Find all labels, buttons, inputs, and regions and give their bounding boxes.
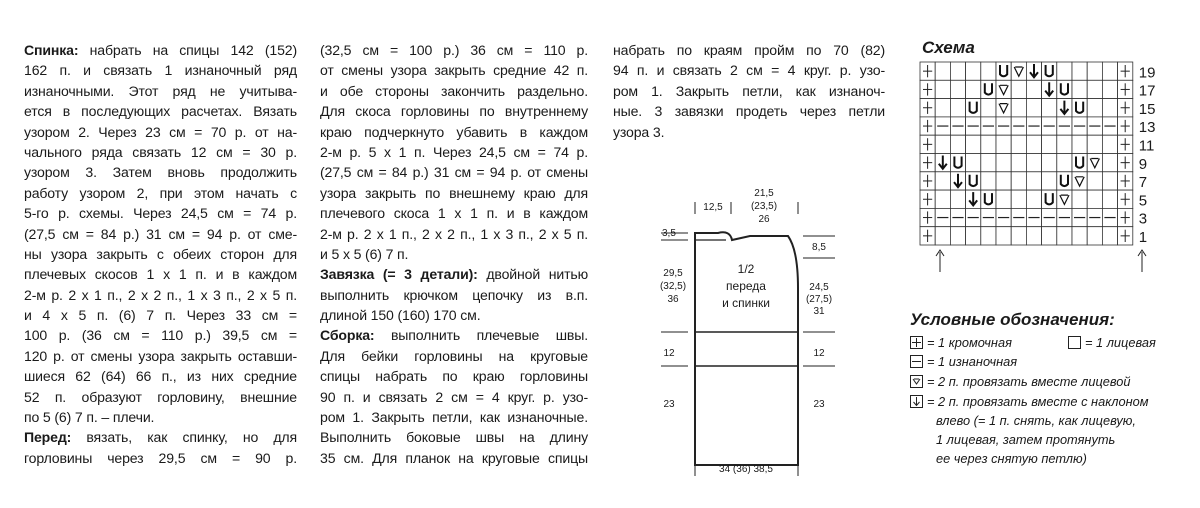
text-line [24,387,297,407]
knit-stitch-icon [996,190,1011,208]
knit-stitch-icon [935,135,950,153]
text-line [613,81,885,101]
text-content: ром 1. Закрыть петли, как изнаноч- [613,82,885,99]
text-line [320,427,588,447]
knit-stitch-icon [1087,135,1102,153]
knit-stitch-icon [1087,99,1102,117]
purl-stitch-icon [1011,117,1026,135]
text-line [320,325,588,345]
knit-stitch-icon [950,135,965,153]
bottom-left-label: 23 [663,399,675,410]
knit-stitch-icon [966,62,981,80]
legend-ssk-text-4: ее через снятую петлю) [936,451,1087,466]
text-content: 100 р. (36 см = 110 р.) 39,5 см = [24,327,297,344]
text-content: (27,5 см = 84 р.) 31 см = 94 р. от смены [320,164,588,181]
edge-stitch-icon [1118,117,1133,135]
text-line [320,448,588,468]
text-line [24,60,297,80]
knit-stitch-icon [966,227,981,245]
text-content: 52 п. образуют горловину, внешние [24,388,297,405]
text-line [320,162,588,182]
text-content: и обе стороны закончить раздельно. [320,82,588,99]
text-line [613,101,885,121]
neck-depth-label: 3,5 [662,228,676,239]
text-line [24,81,297,101]
yarn-over-icon [981,190,996,208]
knit-stitch-icon [1011,80,1026,98]
knit-stitch-icon [966,154,981,172]
edge-stitch-icon [920,208,935,226]
text-line [320,264,588,284]
text-content: набрать на спицы 142 (152) [78,42,297,58]
text-content: изнаночными. Этот ряд не учитыва- [24,82,297,99]
knit-stitch-icon [950,227,965,245]
knit-stitch-icon [1057,154,1072,172]
knit-stitch-icon [1072,190,1087,208]
legend-edge-text: = 1 кромочная [927,335,1012,350]
text-line [320,203,588,223]
purl-stitch-icon [1057,208,1072,226]
chart-row-number: 1 [1138,229,1148,246]
chart-row-number: 17 [1138,82,1156,100]
ssk-icon [966,190,981,208]
knit-stitch-icon [1026,190,1041,208]
knit-stitch-icon [966,135,981,153]
knit-stitch-icon [1072,62,1087,80]
neck-width-3: 26 [758,214,770,225]
k2tog-icon [1087,154,1102,172]
text-line [24,346,297,366]
text-line [320,285,588,305]
purl-stitch-icon [1072,208,1087,226]
legend-k2tog [910,373,1131,391]
knit-stitch-icon [1072,227,1087,245]
text-content: 94 п. и связать 2 см = 4 круг. р. узо- [613,62,885,79]
knit-stitch-icon [1102,135,1117,153]
text-content: длиной 150 (160) 170 см. [320,307,481,324]
purl-stitch-icon [1102,208,1117,226]
knit-stitch-icon [1068,336,1081,349]
knit-stitch-icon [1011,99,1026,117]
text-content: 2-м р. 2 х 1 п., 2 х 2 п., 1 х 3 п., 2 х 5 п. [24,286,297,303]
text-line [320,407,588,427]
armhole-left-1: 29,5 [663,268,683,279]
purl-stitch-icon [950,117,965,135]
text-content: Для скоса горловины по внутреннему [320,103,588,120]
text-line [613,122,885,142]
text-line [320,244,588,264]
knit-stitch-icon [981,99,996,117]
purl-stitch-icon [1026,208,1041,226]
edge-stitch-icon [1118,227,1133,245]
purl-stitch-icon [996,117,1011,135]
knit-stitch-icon [981,172,996,190]
text-content: от смены узора закрыть средние 42 п. [320,62,588,79]
armhole-right-1: 24,5 [809,282,829,293]
knit-stitch-icon [1102,62,1117,80]
knit-stitch-icon [996,135,1011,153]
yarn-over-icon [1072,99,1087,117]
mid-right-label: 12 [813,348,825,359]
instructions-column-1 [24,40,297,468]
chart-title: Схема [922,38,975,57]
yarn-over-icon [1057,172,1072,190]
text-line [24,142,297,162]
text-content: краю подчеркнуто убавить в каждом [320,123,588,140]
k2tog-icon [1011,62,1026,80]
knit-stitch-icon [1011,227,1026,245]
purl-stitch-icon [935,208,950,226]
knit-stitch-icon [1011,154,1026,172]
text-content: спицы набрать по краю горловины [320,368,588,385]
knit-stitch-icon [1026,135,1041,153]
text-line [320,60,588,80]
yarn-over-icon [996,62,1011,80]
knit-stitch-icon [1102,227,1117,245]
legend-ssk [910,393,1149,411]
edge-stitch-icon [1118,154,1133,172]
yarn-over-icon [966,172,981,190]
knit-stitch-icon [996,227,1011,245]
purl-stitch-icon [910,355,923,368]
knit-stitch-icon [1057,135,1072,153]
text-line [320,40,588,60]
edge-stitch-icon [920,190,935,208]
text-content: ется в последующих расчетах. Вязать [24,103,297,120]
piece-label-3: и спинки [722,296,770,310]
chart-row-number: 15 [1138,100,1156,118]
knit-stitch-icon [1102,154,1117,172]
section-heading: Сборка: [320,327,375,344]
text-content: плечевого скоса 1 х 1 п. и в каждом [320,205,588,222]
knit-stitch-icon [1087,80,1102,98]
edge-stitch-icon [1118,99,1133,117]
text-content: ные. 3 завязки продеть через петли [613,103,885,120]
knit-stitch-icon [1042,135,1057,153]
text-content: 90 п. и связать 2 см = 4 круг. р. узо- [320,388,588,405]
knit-stitch-icon [950,190,965,208]
chart-row-number: 5 [1138,192,1148,210]
ssk-icon [1057,99,1072,117]
knit-stitch-icon [981,135,996,153]
armhole-right-3: 31 [813,306,825,317]
knit-stitch-icon [981,154,996,172]
edge-stitch-icon [920,135,935,153]
text-line [24,40,297,60]
knit-stitch-icon [966,80,981,98]
text-content: (27,5 см = 84 р.) 31 см = 94 р. от сме- [24,225,297,242]
knit-stitch-icon [1026,154,1041,172]
knit-stitch-icon [950,62,965,80]
text-line [24,448,297,468]
knit-stitch-icon [935,80,950,98]
ssk-icon [1042,80,1057,98]
text-line [24,101,297,121]
ssk-icon [950,172,965,190]
text-content: и 4 х 5 п. (6) 7 п. Через 33 см = [24,307,297,324]
text-line [320,81,588,101]
knit-stitch-icon [1072,80,1087,98]
knit-stitch-icon [935,172,950,190]
text-line [24,325,297,345]
knit-stitch-icon [1102,172,1117,190]
text-content: работу узором 2, при этом начать с [24,184,297,201]
text-content: ром 1. Закрыть петли, как изнаночные. [320,409,588,426]
purl-stitch-icon [1057,117,1072,135]
section-heading: Спинка: [24,42,79,58]
knit-stitch-icon [1102,99,1117,117]
knit-stitch-icon [1057,62,1072,80]
text-line [320,387,588,407]
knit-stitch-icon [1042,227,1057,245]
text-line [320,142,588,162]
purl-stitch-icon [966,117,981,135]
purl-stitch-icon [935,117,950,135]
text-content: шиеся 62 (64) 66 п., из них средние [24,368,297,385]
text-content: двойной нитью [477,266,588,283]
k2tog-icon [1057,190,1072,208]
text-line [24,244,297,264]
neck-width-1: 21,5 [754,188,774,199]
knit-stitch-icon [1072,135,1087,153]
knit-stitch-icon [1087,227,1102,245]
k2tog-icon [996,80,1011,98]
chart-row-number: 7 [1138,174,1148,192]
legend-purl-text: = 1 изнаночная [927,354,1018,369]
text-line [24,183,297,203]
knit-stitch-icon [950,80,965,98]
legend-purl [910,353,1017,371]
text-line [320,305,588,325]
text-line [320,366,588,386]
knit-stitch-icon [1026,80,1041,98]
k2tog-icon [1072,172,1087,190]
text-line [24,264,297,284]
edge-stitch-icon [1118,62,1133,80]
text-line [24,427,297,447]
legend-edge [910,334,1012,352]
legend-ssk-text-1: = 2 п. провязать вместе с наклоном [927,394,1149,409]
instructions-column-2 [320,40,588,468]
text-content: горловины через 29,5 см = 90 р. [24,449,297,466]
chart-row-number: 19 [1138,64,1156,82]
top-width-label: 12,5 [703,202,723,213]
knit-stitch-icon [935,99,950,117]
text-line [320,122,588,142]
text-line [24,122,297,142]
knit-stitch-icon [1026,227,1041,245]
knit-stitch-icon [1011,172,1026,190]
purl-stitch-icon [1042,208,1057,226]
edge-stitch-icon [920,62,935,80]
knit-stitch-icon [935,190,950,208]
yarn-over-icon [1042,62,1057,80]
text-content: ны узора закрыть с обеих сторон для [24,245,297,262]
text-content: (32,5 см = 100 р.) 36 см = 110 р. [320,42,588,58]
piece-label-1: 1/2 [737,262,755,276]
text-content: 2-м р. 5 х 1 п. Через 24,5 см = 74 р. [320,143,588,160]
text-content: вязать, как спинку, но для [71,429,297,446]
purl-stitch-icon [950,208,965,226]
yarn-over-icon [966,99,981,117]
yarn-over-icon [950,154,965,172]
knit-stitch-icon [1026,99,1041,117]
legend-k2tog-text: = 2 п. провязать вместе лицевой [927,374,1131,389]
legend-knit-text: = 1 лицевая [1085,335,1156,350]
text-content: выполнить крючком цепочку из в.п. [320,286,588,303]
shoulder-drop-label: 8,5 [812,242,826,253]
purl-stitch-icon [981,117,996,135]
purl-stitch-icon [1087,208,1102,226]
purl-stitch-icon [981,208,996,226]
yarn-over-icon [981,80,996,98]
edge-stitch-icon [920,99,935,117]
knit-stitch-icon [935,62,950,80]
instructions-column-3 [613,40,885,142]
edge-stitch-icon [1118,172,1133,190]
text-content: узора 3. [613,123,665,140]
purl-stitch-icon [1087,117,1102,135]
bottom-width-label: 34 (36) 38,5 [719,464,773,475]
text-line [24,407,297,427]
text-content: узором 3. Затем вновь продолжить [24,164,297,181]
text-content: Для бейки горловины на круговые [320,347,588,364]
knit-stitch-icon [1042,154,1057,172]
mid-left-label: 12 [663,348,675,359]
knit-stitch-icon [1087,172,1102,190]
text-line [24,203,297,223]
section-heading: Перед: [24,429,72,446]
purl-stitch-icon [1072,117,1087,135]
chart-row-number: 13 [1138,119,1156,137]
text-line [24,224,297,244]
edge-stitch-icon [920,154,935,172]
knit-stitch-icon [996,154,1011,172]
text-content: набрать по краям пройм по 70 (82) [613,42,885,58]
section-heading: Завязка (= 3 детали): [320,266,478,283]
edge-stitch-icon [1118,190,1133,208]
armhole-left-2: (32,5) [659,281,687,292]
garment-schematic [640,180,850,480]
neck-width-2: (23,5) [750,201,778,212]
text-line [24,305,297,325]
edge-stitch-icon [920,80,935,98]
knit-stitch-icon [1102,190,1117,208]
knit-stitch-icon [1057,227,1072,245]
legend-ssk-text-3: 1 лицевая, затем протянуть [936,432,1116,447]
k2tog-icon [996,99,1011,117]
yarn-over-icon [1072,154,1087,172]
ssk-icon [910,395,923,408]
knit-stitch-icon [1011,190,1026,208]
text-content: 120 р. от смены узора закрыть оставши- [24,347,297,364]
text-content: плечевых скосов 1 х 1 п. и в каждом [24,266,297,283]
ssk-icon [1026,62,1041,80]
legend-ssk-text-2: влево (= 1 п. снять, как лицевую, [936,413,1136,428]
text-content: 2-м р. 2 х 1 п., 2 х 2 п., 1 х 3 п., 2 х 5 п. [320,225,588,242]
text-line [613,40,885,60]
knit-stitch-icon [1011,135,1026,153]
text-line [320,346,588,366]
purl-stitch-icon [1011,208,1026,226]
knit-stitch-icon [1026,172,1041,190]
text-content: узора закрыть по внешнему краю для [320,184,588,201]
chart-row-number: 11 [1138,137,1155,155]
edge-stitch-icon [920,172,935,190]
purl-stitch-icon [1102,117,1117,135]
bottom-right-label: 23 [813,399,825,410]
text-content: 162 п. и связать 1 изнаночный ряд [24,62,297,79]
knit-stitch-icon [981,62,996,80]
knit-stitch-icon [1102,80,1117,98]
knit-stitch-icon [1042,172,1057,190]
edge-stitch-icon [1118,135,1133,153]
legend-title: Условные обозначения: [910,310,1115,329]
text-content: выполнить плечевые швы. [374,327,588,344]
armhole-left-3: 36 [667,294,679,305]
knit-stitch-icon [950,99,965,117]
knit-stitch-icon [935,227,950,245]
edge-stitch-icon [910,336,923,349]
yarn-over-icon [1042,190,1057,208]
text-line [24,366,297,386]
text-line [613,60,885,80]
edge-stitch-icon [1118,208,1133,226]
ssk-icon [935,154,950,172]
text-content: 35 см. Для планок на круговые спицы [320,449,588,466]
text-content: чального ряда связать 12 см = 30 р. [24,143,297,160]
text-line [320,183,588,203]
text-content: и 5 х 5 (6) 7 п. [320,245,409,262]
purl-stitch-icon [966,208,981,226]
text-content: Выполнить боковые швы на длину [320,429,588,446]
knit-stitch-icon [1087,62,1102,80]
chart-row-number: 9 [1138,155,1148,173]
text-content: узором 2. Через 23 см = 70 р. от на- [24,123,297,140]
knit-stitch-icon [1087,190,1102,208]
knit-stitch-icon [981,227,996,245]
text-content: 5-го р. схемы. Через 24,5 см = 74 р. [24,205,297,222]
armhole-right-2: (27,5) [805,294,833,305]
edge-stitch-icon [1118,80,1133,98]
knit-stitch-icon [1042,99,1057,117]
purl-stitch-icon [1026,117,1041,135]
edge-stitch-icon [920,117,935,135]
knitting-chart [918,60,1188,280]
purl-stitch-icon [1042,117,1057,135]
purl-stitch-icon [996,208,1011,226]
piece-label-2: переда [726,279,766,293]
knit-stitch-icon [996,172,1011,190]
yarn-over-icon [1057,80,1072,98]
text-line [24,162,297,182]
edge-stitch-icon [920,227,935,245]
text-content: по 5 (6) 7 п. – плечи. [24,409,155,426]
legend-knit [1068,334,1156,352]
chart-row-number: 3 [1138,210,1148,228]
text-line [320,101,588,121]
k2tog-icon [910,375,923,388]
text-line [24,285,297,305]
text-line [320,224,588,244]
